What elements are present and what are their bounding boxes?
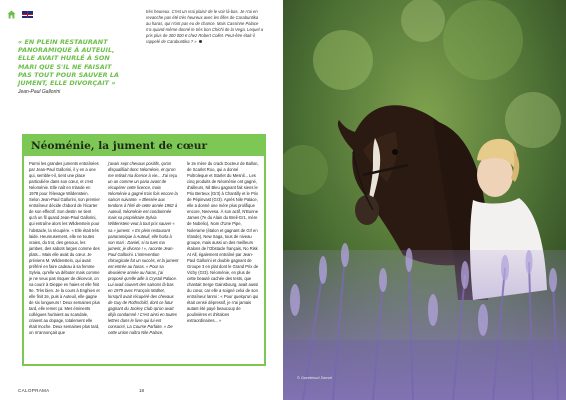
photo-credit: © Gazeteoud Sansel — [297, 376, 333, 380]
intro-paragraph-1: très heureux. C'est un vrai plaisir de le voir là-bas. Je n'ai en revanche pas été très heureux avec les filles de Carabuntika au haras, qui n'ont pas eu de chance. Mais Cassinne Palace n'a quand-même donné le très bon Chichi de la Vega. — [146, 9, 259, 32]
article-title: Néoménie, la jument de cœur — [24, 136, 264, 156]
column-1-text: Parmi les grandes juments entraînées par Jean-Paul Gallorini, il y en a une qui, semble-t-il, tient une place particulière dans son cœur, et c'est Néoménie. Elle naît en Irlande en 1978 pour l'élevage Wildenstein. Selon Jean-Paul Gallorini, son premier entraîneur décide d'abord de l'écarter de son effectif. Son destin ne tient qu'à un fil quand Jean-Paul Gallorini, qui entraîne alors les Wildenstein pour l'obstacle, la récupère. « Elle était très laide. Heureusement, elle ne toutes vraies, du trot, des genoux, les jambes, des sabots larges comme des plats... Mais elle avait du cœur. Je préviens M. Wildenstein, qui avait préféré en faire cadeau à sa femme Sylvia, qu'elle va débuter mais comme je ne veux pas risquer de décevoir, on va courir à Dieppe en haies et elle finit 9e. Très bien. Je la cours à Enghien et elle finit 2e, puis à Auteuil, elle gagne de six longueurs ! Deux semaines plus tard, elle remet ça. Mes éminents collègues hurlaient au scandale, criaient au dopage, totalement elle était moche. Deux semaines plus tard, on m'annonçait que — [29, 161, 100, 336]
magazine-name: CALOPRAMA — [18, 388, 50, 393]
article-column-2 — [108, 161, 179, 336]
end-bullet-icon — [199, 40, 202, 43]
article-column-1 — [29, 161, 100, 336]
column-2-text: j'avais sept chevaux positifs, qu'on disqualifiait donc Néoménie, et qu'on me retirait ma licence à vie... J'ai reçu un an comme un paria avant de récupérer cette licence, mais Néoménie a gagné trois fois encore la saison suivante. » Blessée aux tendons à l'été de cette année 1982 à Auteuil, Néoménie est condamnée mais sa propriétaire Sylvia Wildenstein veut à tout prix sauver « sa » jument. « En plein restaurant panoramique à Auteuil, elle hurla à son mari : Daniel, si tu tues ma jument, je divorce ! », raconte Jean-Paul Gallorini. L'intervention chirurgicale fut un succès, et la jument est entrée au haras. « Pour sa deuxième année au haras, j'ai proposé qu'elle aille à Crystal Palace. Lui avait couvert des saisons là-bas en 1979 avec François Mathet, lorsqu'il avait récupéré des chevaux de Guy de Rothschild, dont ce futur gagnant du Jockey Club qu'on avait déjà condamné ! C'est ainsi en toutes lettres dans le livre qui lui est consacré, La Course Parfaite. » De cette union naîtra Nile Palace, — [108, 161, 179, 336]
intro-paragraph-2: Lequel a pris plus de 300 000 € chez Robert Collet. Peut-être était-il rappelé de Carabuntika ? » — [146, 26, 264, 44]
article-column-3 — [187, 161, 260, 324]
right-page — [283, 0, 566, 400]
horse-photo — [283, 0, 566, 400]
article-box — [22, 134, 266, 366]
home-icon[interactable] — [7, 10, 16, 19]
intro-text — [146, 9, 264, 44]
column-3-text: le 2e mère du crack Docteur de Ballon, de Scarlet Roo, qui a donné Poltroleque et Starlet du Mesnil... Les cinq produits de Néoménie ont gagné, d'ailleurs, Nil Bleu gagnant fait siens le Prix Berteux (Gr3) à Chantilly et le Prix de Pépinvast (Gr3). Après Nile Palace, elle a donné une mère plus prolifique encore, Neevesa. À son actif, N'Bonne James (7e du Alain du Breil-Gr1, mère de Nobelio), Nom d'Une Pipe, Nolerame (étalon et gagnant de Grl en Irlande), New Saga, tous de niveau groupe, mais aussi un des meilleurs étalons de l'Obstacle français, No Risk At All, également entraîné par Jean-Paul Gallorini et double gagnant de Groupe 3 en plat dont le Grand Prix de Vichy (Gr3). Néoménie, en plus de cette beauté cachée des tests, que chantait Serge Gainsbourg, avait aussi du cœur, car elle a soigné celui de son entraîneur lanmi : « Pour quelqu'un qui était censé dépressif, je n'ai jamais autant été payé beaucoup de poulinières et d'étalons extraordinaires... » — [187, 161, 259, 324]
page-number: 18 — [139, 388, 145, 393]
union-jack-flag-icon[interactable] — [22, 11, 33, 18]
pull-quote: « EN PLEIN RESTAURANT PANORAMIQUE À AUTEUIL, ELLE AVAIT HURLÉ À SON MARI QUE S'IL NE FAISAIT PAS TOUT POUR SAUVER LA JUMENT, ELLE DIVORÇAIT » — [18, 38, 119, 88]
pull-quote-author: Jean-Paul Gallorini — [18, 89, 61, 95]
